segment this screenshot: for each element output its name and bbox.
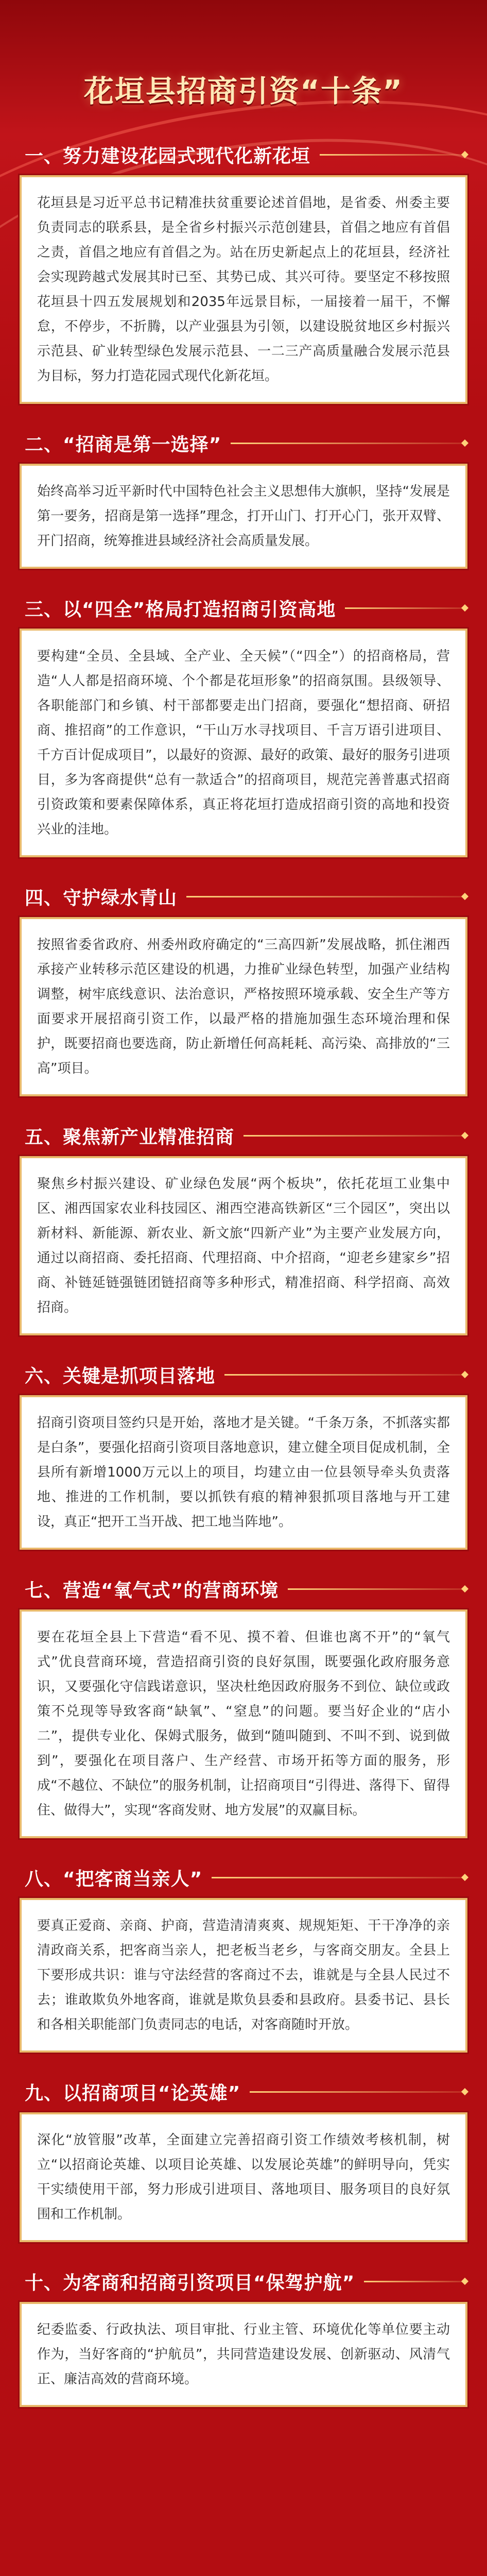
section-9 xyxy=(20,2071,467,2242)
section-body: 要构建“全员、全县域、全产业、全天候”（“四全”）的招商格局，营造“人人都是招商环境、个个都是花垣形象”的招商氛围。县级领导、各职能部门和乡镇、村干部都要走出门招商，要强化“想招商、研招商、推招商”的工作意识，“干山万水寻找项目、千言万语引进项目、千方百计促成项目”，以最好的资源、最好的政策、最好的服务引进项目，多为客商提供“总有一款适合”的招商项目，规范完善普惠式招商引资政策和要素保障体系，真正将花垣打造成招商引资的高地和投资兴业的洼地。 xyxy=(20,629,467,857)
section-body: 深化“放管服”改革，全面建立完善招商引资工作绩效考核机制，树立“以招商论英雄、以项目论英雄、以发展论英雄”的鲜明导向，凭实干实绩使用干部，努力形成引进项目、落地项目、服务项目的良好氛围和工作机制。 xyxy=(20,2112,467,2242)
page-title: 花垣县招商引资“十条” xyxy=(83,74,404,109)
section-body: 聚焦乡村振兴建设、矿业绿色发展“两个板块”，依托花垣工业集中区、湘西国家农业科技园区、湘西空港高铁新区“三个园区”，突出以新材料、新能源、新农业、新文旅“四新产业”为主要产业发展方向，通过以商招商、委托招商、代理招商、中介招商，“迎老乡建家乡”招商、补链延链强链团链招商等多种形式，精准招商、科学招商、高效招商。 xyxy=(20,1156,467,1335)
header-divider xyxy=(320,154,467,156)
header-divider xyxy=(243,1135,467,1137)
section-title: 八、“把客商当亲人” xyxy=(25,1868,203,1890)
section-title: 六、关键是抓项目落地 xyxy=(25,1365,216,1387)
header-divider xyxy=(345,607,467,609)
section-header xyxy=(20,1354,467,1395)
section-header xyxy=(20,422,467,464)
section-body: 要在花垣全县上下营造“看不见、摸不着、但谁也离不开”的“氧气式”优良营商环境，营造招商引资的良好氛围，既要强化政府服务意识，又要强化守信践诺意识，坚决杜绝因政府服务不到位、缺位或政策不兑现等导致客商“缺氧”、“窒息”的问题。要当好企业的“店小二”，提供专业化、保姆式服务，做到“随叫随到、不叫不到、说到做到”，要强化在项目落户、生产经营、市场开拓等方面的服务，形成“不越位、不缺位”的服务机制，让招商项目“引得进、落得下、留得住、做得大”，实现“客商发财、地方发展”的双赢目标。 xyxy=(20,1609,467,1838)
section-title: 二、“招商是第一选择” xyxy=(25,434,222,455)
section-body: 招商引资项目签约只是开始，落地才是关键。“千条万条，不抓落实都是白条”，要强化招商引资项目落地意识，建立健全项目促成机制，全县所有新增1000万元以上的项目，均建立由一位县领导牵头负责落地、推进的工作机制，要以抓铁有痕的精神狠抓项目落地与开工建设，真正“把开工当开战、把工地当阵地”。 xyxy=(20,1395,467,1550)
section-2 xyxy=(20,422,467,569)
section-title: 四、守护绿水青山 xyxy=(25,887,178,909)
section-3 xyxy=(20,587,467,857)
header-divider xyxy=(231,443,467,444)
section-1 xyxy=(20,134,467,404)
section-header xyxy=(20,1568,467,1609)
header-divider xyxy=(364,2281,467,2282)
section-body: 要真正爱商、亲商、护商，营造清清爽爽、规规矩矩、干干净净的亲清政商关系，把客商当亲人，把老板当老乡，与客商交朋友。全县上下要形成共识：谁与守法经营的客商过不去，谁就是与全县人民过不去；谁敢欺负外地客商，谁就是欺负县委和县政府。县委书记、县长和各相关职能部门负责同志的电话，对客商随时开放。 xyxy=(20,1898,467,2053)
section-title: 五、聚焦新产业精准招商 xyxy=(25,1126,235,1148)
section-header xyxy=(20,2261,467,2302)
section-header xyxy=(20,876,467,917)
section-body: 按照省委省政府、州委州政府确定的“三高四新”发展战略，抓住湘西承接产业转移示范区建设的机遇，力推矿业绿色转型，加强产业结构调整，树牢底线意识、法治意识，严格按照环境承载、安全生产等方面要求开展招商引资工作，以最严格的措施加强生态环境治理和保护，既要招商也要选商，防止新增任何高耗耗、高污染、高排放的“三高”项目。 xyxy=(20,917,467,1096)
section-5 xyxy=(20,1115,467,1335)
section-7 xyxy=(20,1568,467,1838)
section-body: 花垣县是习近平总书记精准扶贫重要论述首倡地，是省委、州委主要负责同志的联系县，是全省乡村振兴示范创建县，首倡之地应有首倡之责，首倡之地应有首倡之为。站在历史新起点上的花垣县，经济社会实现跨越式发展其时已至、其势已成、其兴可待。要坚定不移按照花垣县十四五发展规划和2035年远景目标，一届接着一届干，不懈怠，不停步，不折腾，以产业强县为引领，以建设脱贫地区乡村振兴示范县、矿业转型绿色发展示范县、一二三产高质量融合发展示范县为目标，努力打造花园式现代化新花垣。 xyxy=(20,175,467,404)
section-header xyxy=(20,2071,467,2112)
section-10 xyxy=(20,2261,467,2407)
section-body: 始终高举习近平新时代中国特色社会主义思想伟大旗帜，坚持“发展是第一要务，招商是第一选择”理念，打开山门、打开心门，张开双臂、开门招商，统筹推进县域经济社会高质量发展。 xyxy=(20,464,467,569)
section-header xyxy=(20,587,467,629)
section-title: 一、努力建设花园式现代化新花垣 xyxy=(25,145,311,167)
header-divider xyxy=(224,1374,467,1376)
section-4 xyxy=(20,876,467,1096)
section-title: 七、营造“氧气式”的营商环境 xyxy=(25,1580,279,1601)
header-divider xyxy=(288,1588,467,1590)
section-header xyxy=(20,1115,467,1156)
section-title: 三、以“四全”格局打造招商引资高地 xyxy=(25,599,336,620)
section-title: 九、以招商项目“论英雄” xyxy=(25,2082,241,2104)
section-6 xyxy=(20,1354,467,1550)
section-body: 纪委监委、行政执法、项目审批、行业主管、环境优化等单位要主动作为，当好客商的“护航员”，共同营造建设发展、创新驱动、风清气正、廉洁高效的营商环境。 xyxy=(20,2302,467,2407)
header-divider xyxy=(186,896,467,897)
title-area xyxy=(0,0,487,134)
section-header xyxy=(20,134,467,175)
header-divider xyxy=(250,2091,467,2093)
section-title: 十、为客商和招商引资项目“保驾护航” xyxy=(25,2272,355,2294)
header-divider xyxy=(212,1877,467,1878)
section-8 xyxy=(20,1857,467,2053)
section-header xyxy=(20,1857,467,1898)
